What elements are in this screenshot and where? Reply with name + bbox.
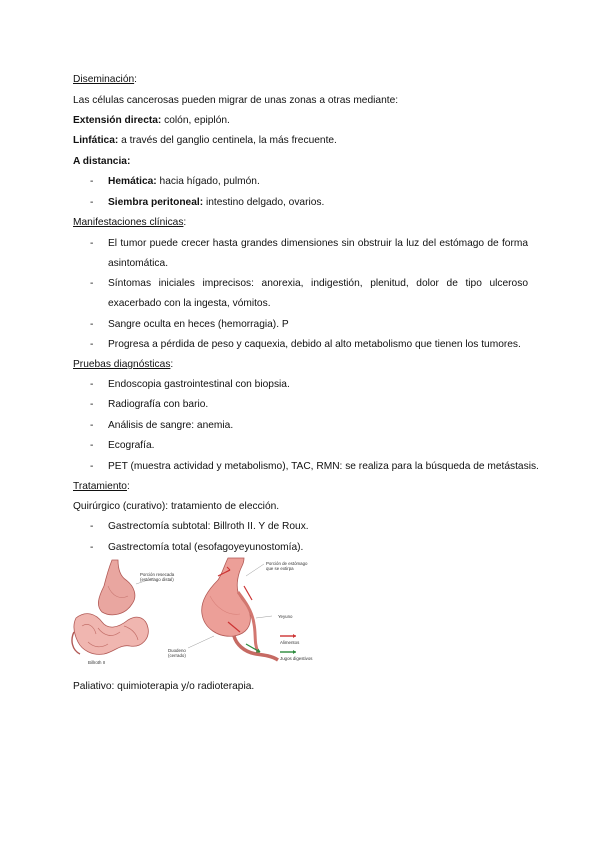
manifestacion-item-continuation: asintomática. xyxy=(108,258,169,269)
heading-colon: : xyxy=(170,359,174,370)
legend-red-arrowhead xyxy=(293,634,296,638)
pruebas-heading: Pruebas diagnósticas xyxy=(73,359,171,370)
bullet-dash: - xyxy=(90,440,94,451)
paliativo-line: Paliativo: quimioterapia y/o radioterapia. xyxy=(73,681,255,692)
linfatica-text: a través del ganglio centinela, la más frecuente. xyxy=(118,135,337,146)
yeyuno-label: Yeyuno xyxy=(278,614,293,619)
siembra-label: Siembra peritoneal: xyxy=(108,197,204,208)
hematica-text: hacia hígado, pulmón. xyxy=(156,176,260,187)
tratamiento-item: Gastrectomía total (esofagoyeyunostomía). xyxy=(108,542,304,553)
bullet-dash: - xyxy=(90,238,94,249)
bullet-dash: - xyxy=(90,379,94,390)
bullet-dash: - xyxy=(90,278,94,289)
legend-jugos-label: Jugos digestivos xyxy=(280,656,313,661)
bullet-dash: - xyxy=(90,197,94,208)
quirurgico-line: Quirúrgico (curativo): tratamiento de elección. xyxy=(73,501,280,512)
hematica-item xyxy=(108,175,260,189)
gastrectomy-illustration xyxy=(68,556,318,668)
extension-label: Extensión directa: xyxy=(73,115,162,126)
roux-stomach-drawing xyxy=(188,558,278,660)
bullet-dash: - xyxy=(90,339,94,350)
diseminacion-heading-line xyxy=(73,73,137,87)
resected-left-label2: (estómago distal) xyxy=(140,577,174,582)
extension-directa-line xyxy=(73,114,230,128)
manifestaciones-heading-line xyxy=(73,216,186,230)
distancia-label: A distancia: xyxy=(73,156,131,167)
manifestacion-item: El tumor puede crecer hasta grandes dimensiones sin obstruir la luz del estómago de forma xyxy=(108,238,528,249)
duodeno-label: Duodeno xyxy=(168,648,186,653)
tratamiento-item: Gastrectomía subtotal: Billroth II. Y de Roux. xyxy=(108,521,309,532)
hematica-label: Hemática: xyxy=(108,176,157,187)
resected-right-label2: que se extirpa xyxy=(266,566,294,571)
manifestacion-item: Síntomas iniciales imprecisos: anorexia, indigestión, plenitud, dolor de tipo ulceroso xyxy=(108,278,528,289)
tratamiento-heading-line xyxy=(73,480,130,494)
linfatica-line xyxy=(73,134,337,148)
bullet-dash: - xyxy=(90,399,94,410)
prueba-item: Radiografía con bario. xyxy=(108,399,209,410)
siembra-item xyxy=(108,196,324,210)
manifestacion-item: Progresa a pérdida de peso y caquexia, debido al alto metabolismo que tienen los tumores. xyxy=(108,339,521,350)
siembra-text: intestino delgado, ovarios. xyxy=(203,197,325,208)
diseminacion-intro: Las células cancerosas pueden migrar de unas zonas a otras mediante: xyxy=(73,95,399,106)
bullet-dash: - xyxy=(90,319,94,330)
legend-alimentos-label: Alimentos xyxy=(280,640,300,645)
prueba-item: Análisis de sangre: anemia. xyxy=(108,420,234,431)
bullet-dash: - xyxy=(90,420,94,431)
diseminacion-heading: Diseminación xyxy=(73,74,135,85)
bullet-dash: - xyxy=(90,461,94,472)
resected-right-label: Porción de estómago xyxy=(266,561,308,566)
heading-colon: : xyxy=(126,481,130,492)
extension-text: colón, epiplón. xyxy=(161,115,230,126)
prueba-item: PET (muestra actividad y metabolismo), TAC, RMN: se realiza para la búsqueda de metástasis. xyxy=(108,461,539,472)
pruebas-heading-line xyxy=(73,358,173,372)
manifestaciones-heading: Manifestaciones clínicas xyxy=(73,217,184,228)
prueba-item: Ecografía. xyxy=(108,440,155,451)
bullet-dash: - xyxy=(90,542,94,553)
duodeno-label2: (cerrado) xyxy=(168,653,186,658)
manifestacion-item: Sangre oculta en heces (hemorragia). P xyxy=(108,319,289,330)
prueba-item: Endoscopia gastrointestinal con biopsia. xyxy=(108,379,290,390)
tratamiento-heading: Tratamiento xyxy=(73,481,127,492)
legend-green-arrowhead xyxy=(293,650,296,654)
billroth-label: Billroth II xyxy=(88,660,106,665)
linfatica-label: Linfática: xyxy=(73,135,119,146)
bullet-dash: - xyxy=(90,521,94,532)
heading-colon: : xyxy=(183,217,187,228)
manifestacion-item-continuation: exacerbado con la ingesta, vómitos. xyxy=(108,298,271,309)
heading-colon: : xyxy=(134,74,137,85)
resected-left-label: Porción resecada xyxy=(140,572,175,577)
bullet-dash: - xyxy=(90,176,94,187)
